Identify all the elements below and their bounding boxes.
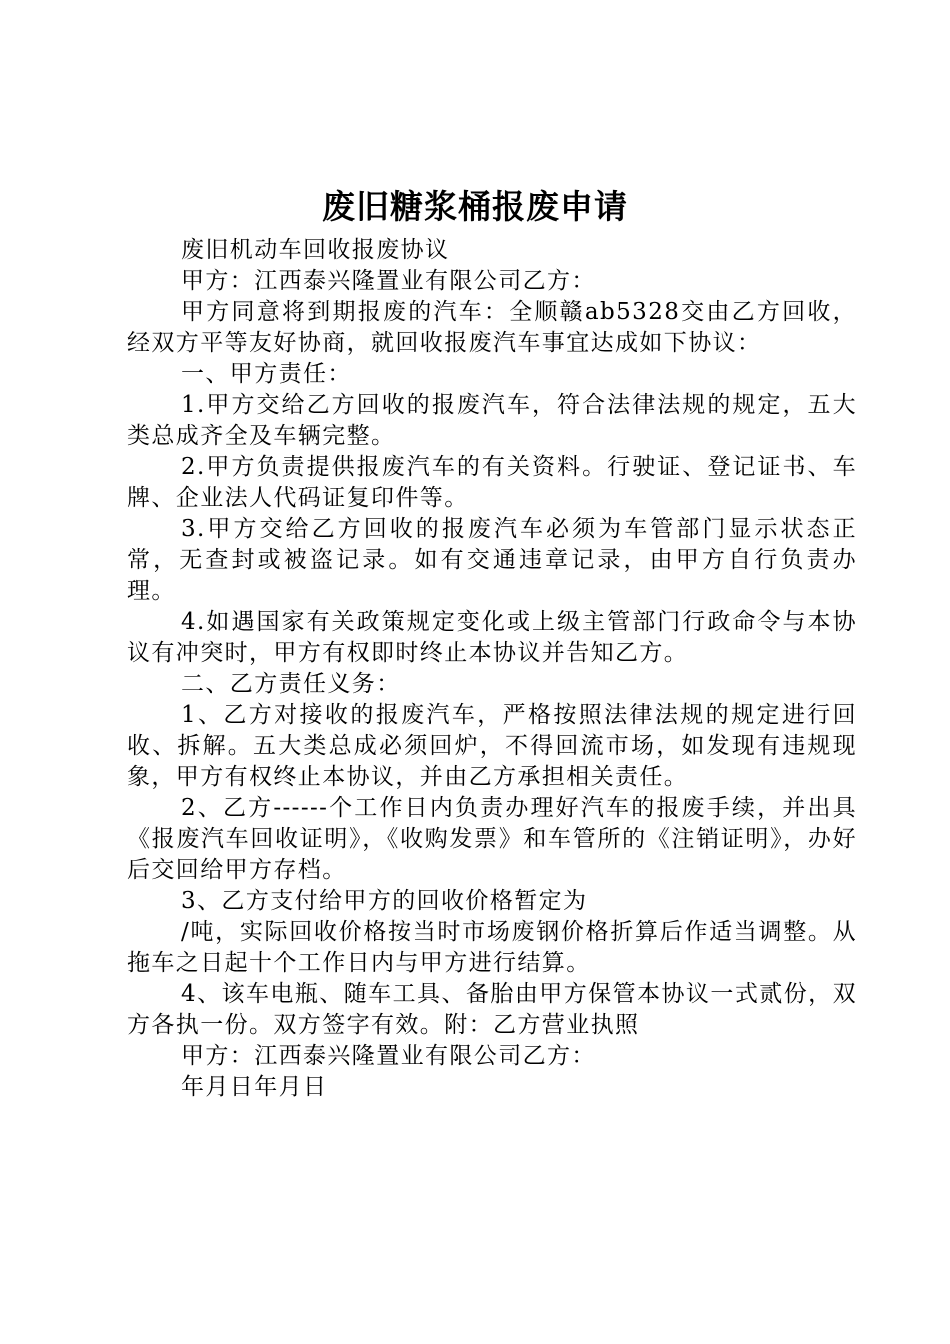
document-title: 废旧糖浆桶报废申请 xyxy=(322,187,628,226)
paragraph-a-item-1: 1.甲方交给乙方回收的报废汽车，符合法律法规的规定，五大类总成齐全及车辆完整。 xyxy=(127,392,857,449)
paragraph-b-item-1: 1、乙方对接收的报废汽车，严格按照法律法规的规定进行回收、拆解。五大类总成必须回炉，不得回流市场，如发现有违规现象，甲方有权终止本协议，并由乙方承担相关责任。 xyxy=(127,702,857,790)
paragraph-b-item-2: 2、乙方------个工作日内负责办理好汽车的报废手续，并出具《报废汽车回收证明》，《收购发票》和车管所的《注销证明》，办好后交回给甲方存档。 xyxy=(127,795,857,883)
section-heading-party-a: 一、甲方责任： xyxy=(181,361,352,387)
paragraph-signature-parties: 甲方：江西泰兴隆置业有限公司乙方： xyxy=(181,1043,596,1069)
document-body xyxy=(127,235,857,1103)
paragraph-signature-dates: 年月日年月日 xyxy=(181,1074,328,1100)
paragraph-b-item-4: 4、该车电瓶、随车工具、备胎由甲方保管本协议一式贰份，双方各执一份。双方签字有效。附：乙方营业执照 xyxy=(127,981,857,1038)
paragraph-intro: 甲方同意将到期报废的汽车：全顺赣ab5328交由乙方回收，经双方平等友好协商，就回收报废汽车事宜达成如下协议： xyxy=(127,299,857,356)
section-heading-party-b: 二、乙方责任义务： xyxy=(181,671,401,697)
paragraph-price-adjustment: /吨，实际回收价格按当时市场废钢价格折算后作适当调整。从拖车之日起十个工作日内与甲方进行结算。 xyxy=(127,919,857,976)
paragraph-parties: 甲方：江西泰兴隆置业有限公司乙方： xyxy=(181,268,596,294)
paragraph-a-item-2: 2.甲方负责提供报废汽车的有关资料。行驶证、登记证书、车牌、企业法人代码证复印件等。 xyxy=(127,454,857,511)
paragraph-b-item-3: 3、乙方支付给甲方的回收价格暂定为 xyxy=(181,888,588,914)
paragraph-agreement-heading: 废旧机动车回收报废协议 xyxy=(181,237,450,263)
paragraph-a-item-4: 4.如遇国家有关政策规定变化或上级主管部门行政命令与本协议有冲突时，甲方有权即时终止本协议并告知乙方。 xyxy=(127,609,857,666)
paragraph-a-item-3: 3.甲方交给乙方回收的报废汽车必须为车管部门显示状态正常，无查封或被盗记录。如有交通违章记录，由甲方自行负责办理。 xyxy=(127,516,857,604)
